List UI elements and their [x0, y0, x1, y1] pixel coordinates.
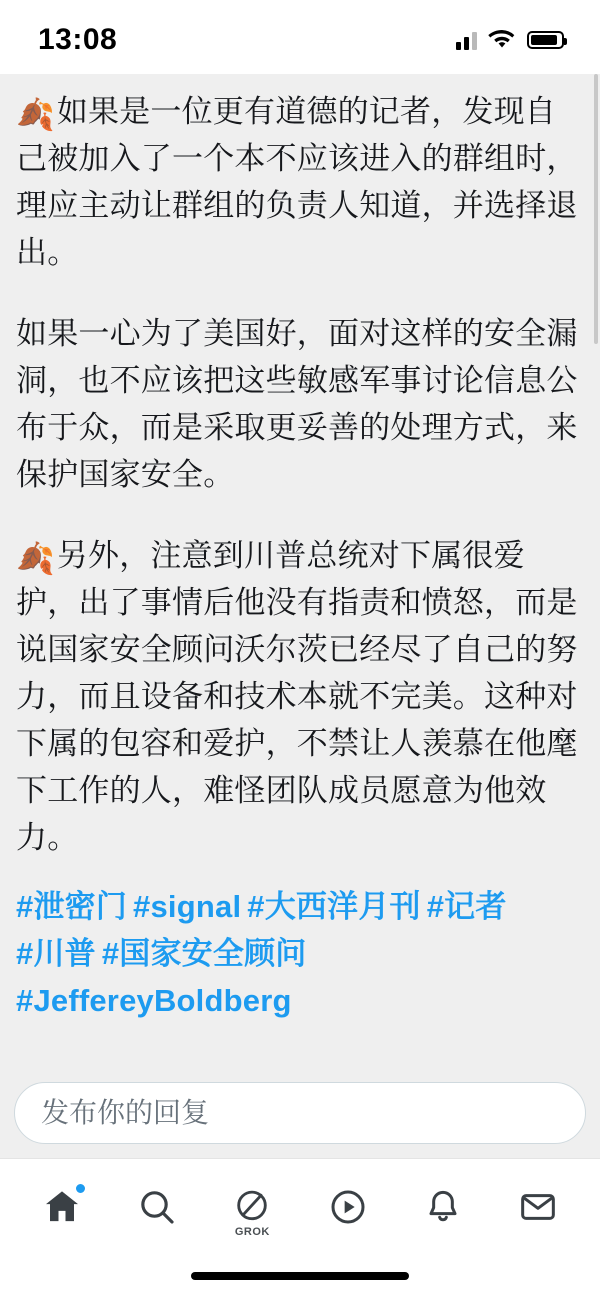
- hashtag-4[interactable]: #川普: [16, 936, 96, 971]
- tab-notifications[interactable]: [410, 1174, 476, 1240]
- scrollbar[interactable]: [594, 74, 598, 344]
- hashtag-6[interactable]: #JeffereyBoldberg: [16, 983, 292, 1018]
- bottom-tab-bar: [0, 1158, 600, 1254]
- post-paragraph-1-text: 如果是一位更有道德的记者，发现自己被加入了一个本不应该进入的群组时，理应主动让群组的负责人知道，并选择退出。: [16, 94, 578, 270]
- home-indicator[interactable]: [191, 1272, 409, 1280]
- status-bar: [0, 0, 600, 74]
- leaf-icon: 🍂: [16, 97, 55, 132]
- status-time: 13:08: [38, 23, 118, 56]
- tab-video[interactable]: [315, 1174, 381, 1240]
- post-paragraph-1: [16, 88, 584, 276]
- status-icons: [456, 24, 564, 50]
- hashtag-1[interactable]: #signal: [133, 889, 242, 924]
- post-paragraph-3: [16, 532, 584, 861]
- hashtag-5[interactable]: #国家安全顾问: [101, 936, 307, 971]
- post-paragraph-2-text: 如果一心为了美国好，面对这样的安全漏洞，也不应该把这些敏感军事讨论信息公布于众，而是采取更妥善的处理方式，来保护国家安全。: [16, 316, 578, 492]
- hashtag-3[interactable]: #记者: [426, 889, 507, 924]
- post-paragraph-2: [16, 310, 584, 498]
- tab-search[interactable]: [124, 1174, 190, 1240]
- home-badge: [74, 1182, 87, 1195]
- reply-input[interactable]: [14, 1082, 586, 1144]
- play-circle-icon: [328, 1187, 368, 1227]
- post-content: [0, 74, 600, 1074]
- tab-messages[interactable]: [505, 1174, 571, 1240]
- bell-icon: [423, 1187, 463, 1227]
- cellular-signal-icon: [456, 30, 477, 50]
- wifi-icon: [488, 30, 516, 50]
- battery-icon: [527, 31, 564, 49]
- search-icon: [137, 1187, 177, 1227]
- home-indicator-area: [0, 1254, 600, 1298]
- leaf-icon: 🍂: [16, 541, 55, 576]
- hashtag-0[interactable]: #泄密门: [16, 889, 128, 924]
- grok-label: GROK: [234, 1225, 270, 1238]
- post-body: [16, 88, 584, 1024]
- composer-container: [0, 1074, 600, 1158]
- tab-home[interactable]: [29, 1174, 95, 1240]
- envelope-icon: [518, 1187, 558, 1227]
- grok-icon: [233, 1188, 271, 1226]
- tab-grok[interactable]: [219, 1174, 285, 1240]
- hashtag-list: [16, 883, 584, 1024]
- post-paragraph-3-text: 另外，注意到川普总统对下属很爱护，出了事情后他没有指责和愤怒，而是说国家安全顾问沃尔茨已经尽了自己的努力，而且设备和技术本就不完美。这种对下属的包容和爱护，不禁让人羡慕在他麾下工作的人，难怪团队成员愿意为他效力。: [16, 538, 578, 855]
- hashtag-2[interactable]: #大西洋月刊: [247, 889, 421, 924]
